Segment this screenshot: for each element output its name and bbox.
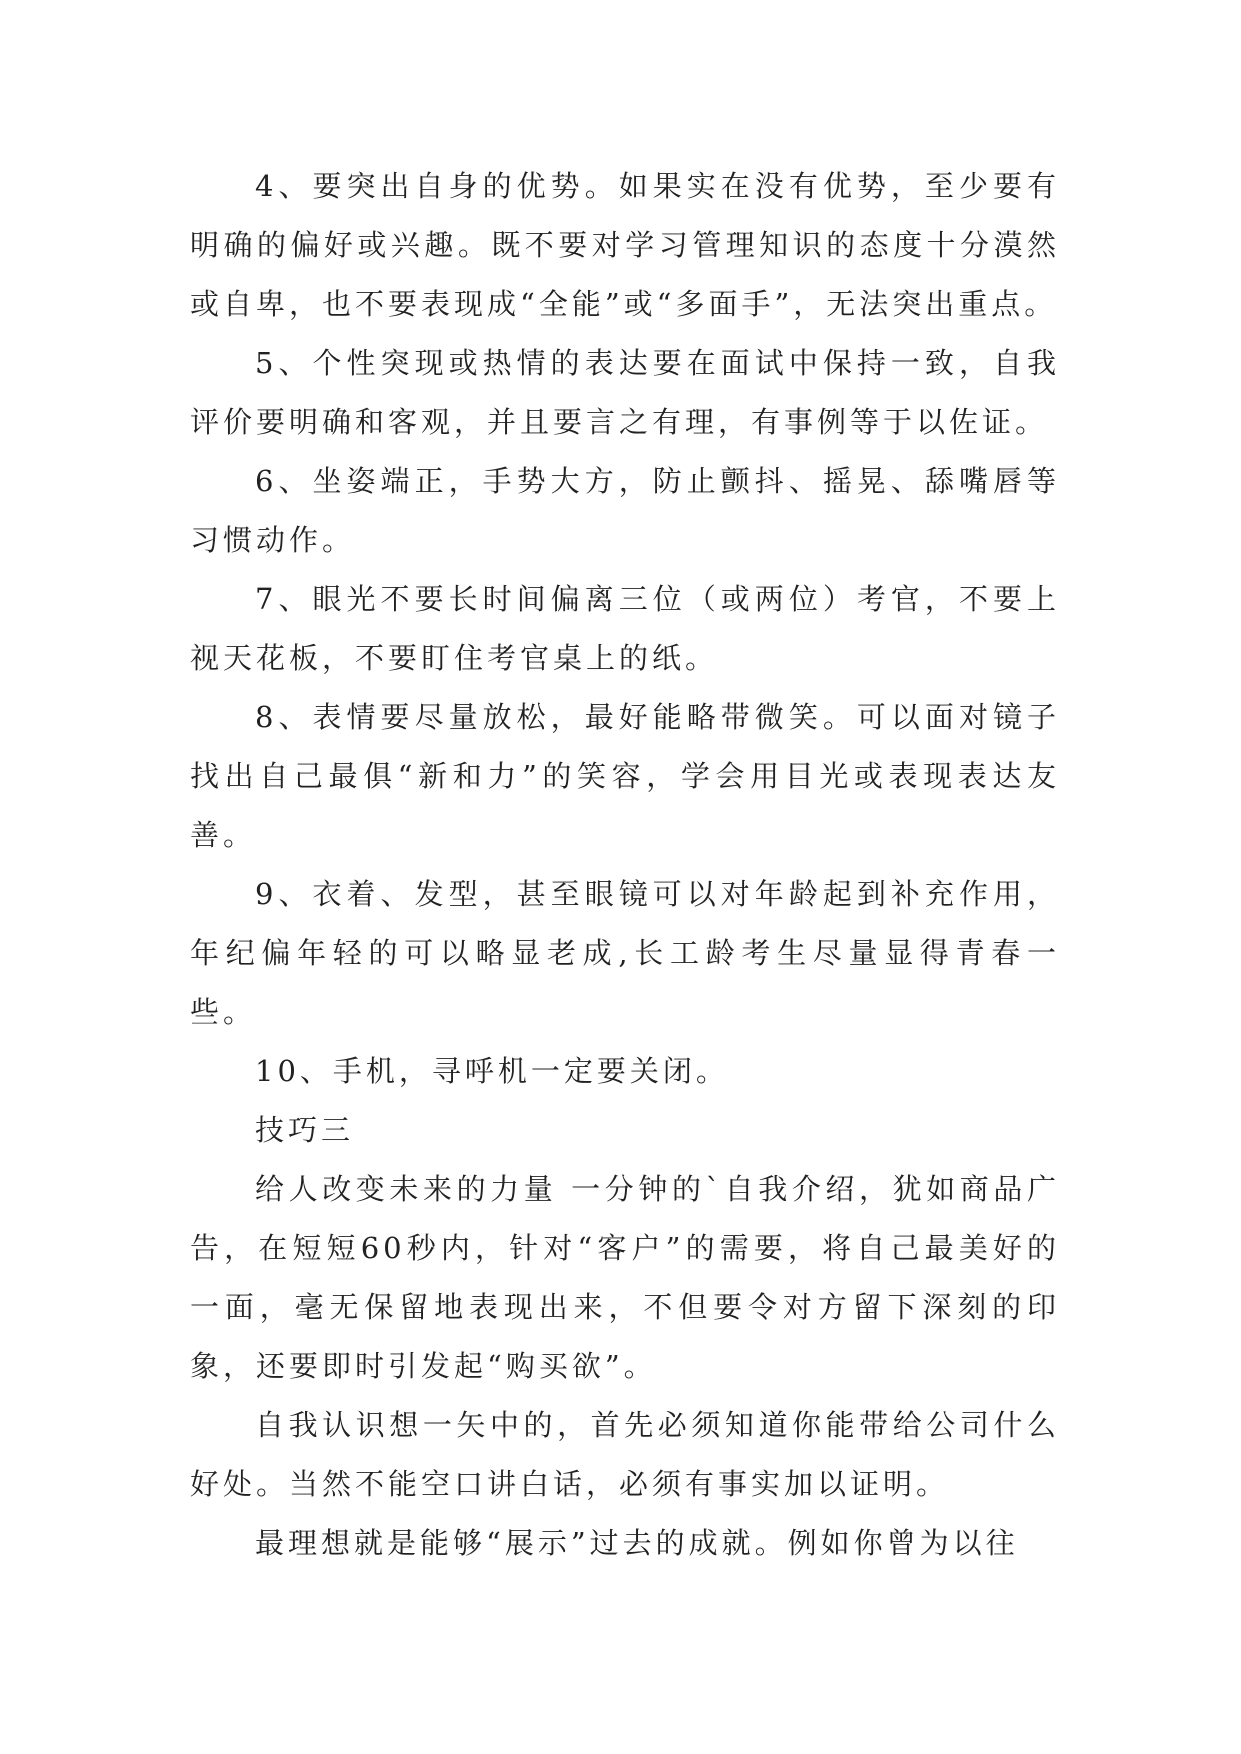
paragraph-tip-7: 7、眼光不要长时间偏离三位（或两位）考官，不要上视天花板，不要盯住考官桌上的纸。 [190,582,1060,675]
paragraph-tip-6: 6、坐姿端正，手势大方，防止颤抖、摇晃、舔嘴唇等习惯动作。 [190,464,1060,557]
paragraph-tip-9: 9、衣着、发型，甚至眼镜可以对年龄起到补充作用，年纪偏年轻的可以略显老成,长工龄考生尽量显得青春一些。 [190,877,1060,1029]
paragraph-tip-8: 8、表情要尽量放松，最好能略带微笑。可以面对镜子找出自己最俱“新和力”的笑容，学会用目光或表现表达友善。 [190,700,1060,852]
paragraph-intro: 给人改变未来的力量 一分钟的`自我介绍，犹如商品广告，在短短60秒内，针对“客户”的需要，将自己最美好的一面，毫无保留地表现出来，不但要令对方留下深刻的印象，还要即时引发起“购买欲”。 [190,1172,1060,1383]
paragraph-tip-4: 4、要突出自身的优势。如果实在没有优势，至少要有明确的偏好或兴趣。既不要对学习管理知识的态度十分漠然或自卑，也不要表现成“全能”或“多面手”，无法突出重点。 [190,169,1060,321]
paragraph-tip-5: 5、个性突现或热情的表达要在面试中保持一致，自我评价要明确和客观，并且要言之有理，有事例等于以佐证。 [190,346,1060,439]
section-heading: 技巧三 [255,1113,355,1147]
paragraph-achievements: 最理想就是能够“展示”过去的成就。例如你曾为以往 [255,1526,1019,1560]
paragraph-self-knowledge: 自我认识想一矢中的，首先必须知道你能带给公司什么好处。当然不能空口讲白话，必须有事实加以证明。 [190,1408,1060,1501]
document-body [190,157,1060,1573]
paragraph-tip-10: 10、手机，寻呼机一定要关闭。 [255,1054,729,1088]
